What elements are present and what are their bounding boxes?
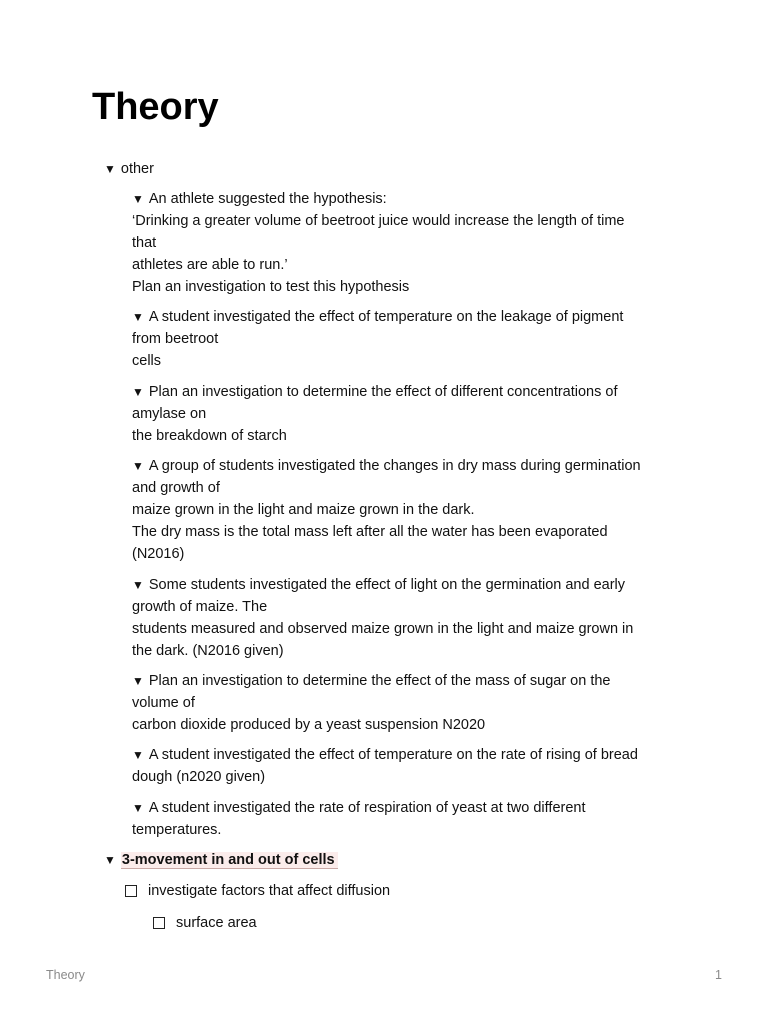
- toggle-triangle-icon[interactable]: ▼: [132, 748, 144, 762]
- toggle-triangle-icon[interactable]: ▼: [132, 801, 144, 815]
- question-line: (N2016): [132, 546, 185, 562]
- question-line: dough (n2020 given): [132, 769, 266, 785]
- question-line: A group of students investigated the changes in dry mass during germination: [148, 458, 641, 474]
- toggle-triangle-icon[interactable]: ▼: [132, 385, 144, 399]
- toggle-triangle-icon[interactable]: ▼: [132, 459, 144, 473]
- todo-label: surface area: [176, 915, 257, 931]
- toggle-triangle-icon[interactable]: ▼: [132, 578, 144, 592]
- checkbox[interactable]: [125, 885, 137, 897]
- question-line: A student investigated the effect of temperature on the leakage of pigment: [148, 309, 624, 325]
- checkbox[interactable]: [153, 917, 165, 929]
- question-line: volume of: [132, 695, 195, 711]
- toggle-question-1[interactable]: [132, 188, 680, 298]
- todo-item: [153, 912, 257, 934]
- question-line: the breakdown of starch: [132, 428, 287, 444]
- question-line: The dry mass is the total mass left after all the water has been evaporated: [132, 524, 608, 540]
- toggle-triangle-icon[interactable]: ▼: [104, 853, 116, 867]
- question-line: the dark. (N2016 given): [132, 643, 284, 659]
- toggle-label: other: [120, 161, 154, 177]
- question-line: that: [132, 235, 157, 251]
- toggle-question-5[interactable]: [132, 574, 680, 662]
- question-line: temperatures.: [132, 822, 222, 838]
- toggle-question-3[interactable]: [132, 381, 680, 447]
- section-heading: 3-movement in and out of cells: [121, 852, 338, 869]
- toggle-question-2[interactable]: [132, 306, 680, 372]
- question-line: growth of maize. The: [132, 599, 268, 615]
- toggle-other[interactable]: [104, 158, 154, 180]
- toggle-question-7[interactable]: [132, 744, 680, 788]
- question-line: students measured and observed maize grown in the light and maize grown in: [132, 621, 634, 637]
- question-line: cells: [132, 353, 162, 369]
- question-line: ‘Drinking a greater volume of beetroot juice would increase the length of time: [132, 213, 625, 229]
- question-line: Plan an investigation to test this hypothesis: [132, 279, 410, 295]
- toggle-question-6[interactable]: [132, 670, 680, 736]
- question-line: from beetroot: [132, 331, 219, 347]
- page-number: 1: [715, 968, 722, 982]
- footer-title: Theory: [46, 968, 85, 982]
- page-title: Theory: [92, 86, 219, 128]
- question-line: carbon dioxide produced by a yeast suspension N2020: [132, 717, 486, 733]
- toggle-triangle-icon[interactable]: ▼: [132, 310, 144, 324]
- toggle-triangle-icon[interactable]: ▼: [132, 192, 144, 206]
- question-line: and growth of: [132, 480, 220, 496]
- todo-label: investigate factors that affect diffusion: [148, 883, 391, 899]
- question-line: maize grown in the light and maize grown in the dark.: [132, 502, 475, 518]
- question-line: An athlete suggested the hypothesis:: [148, 191, 387, 207]
- question-line: Plan an investigation to determine the effect of different concentrations of: [148, 384, 618, 400]
- question-line: A student investigated the effect of temperature on the rate of rising of bread: [148, 747, 638, 763]
- question-line: athletes are able to run.’: [132, 257, 288, 273]
- toggle-triangle-icon[interactable]: ▼: [132, 674, 144, 688]
- question-line: Plan an investigation to determine the effect of the mass of sugar on the: [148, 673, 611, 689]
- toggle-question-8[interactable]: [132, 797, 680, 841]
- toggle-triangle-icon[interactable]: ▼: [104, 162, 116, 176]
- todo-item: [125, 880, 390, 902]
- question-line: Some students investigated the effect of light on the germination and early: [148, 577, 626, 593]
- question-line: amylase on: [132, 406, 207, 422]
- toggle-section-3[interactable]: [104, 849, 338, 871]
- toggle-question-4[interactable]: [132, 455, 680, 565]
- question-line: A student investigated the rate of respiration of yeast at two different: [148, 800, 586, 816]
